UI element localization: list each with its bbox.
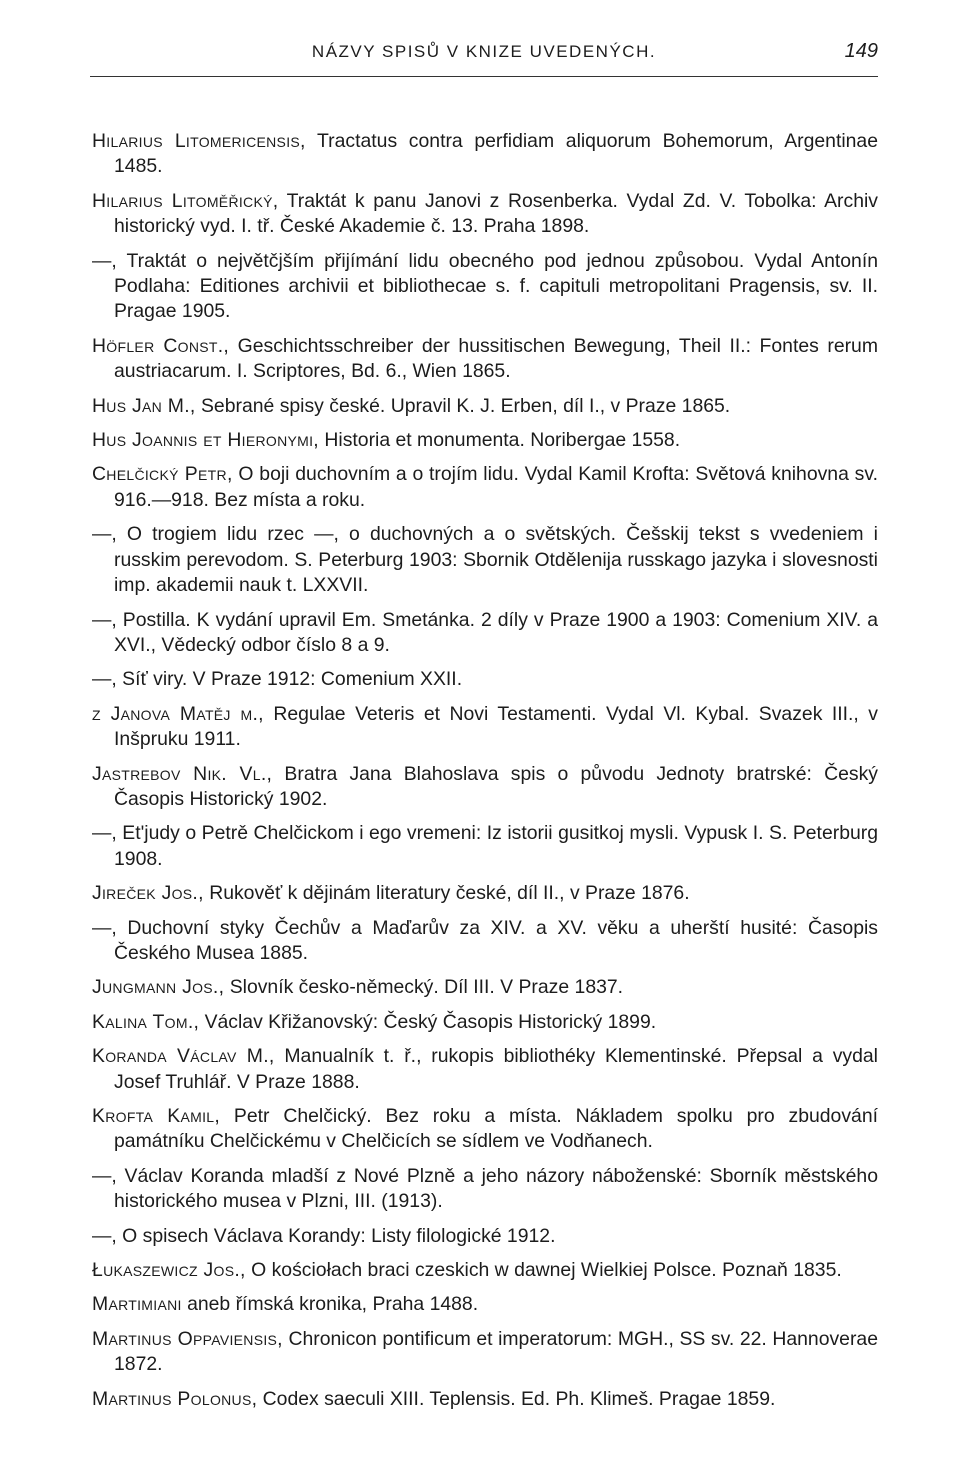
entry-text: Chronicon pontificum et imperatorum: MGH., SS sv. 22. Hannoverae 1872.: [114, 1327, 878, 1376]
entry-author: z Janova Matěj m.,: [92, 702, 264, 725]
running-title: NÁZVY SPISŮ V KNIZE UVEDENÝCH.: [311, 42, 657, 61]
bibliography-entry: [92, 1224, 878, 1249]
entry-author: Hus Jan M.,: [92, 394, 196, 417]
entry-text: —, Václav Koranda mladší z Nové Plzně a jeho názory náboženské: Sborník městského historického musea v Plzni, III. (1913).: [92, 1164, 878, 1213]
entry-text: Rukověť k dějinám literatury české, díl II., v Praze 1876.: [203, 882, 690, 905]
entry-text: Bratra Jana Blahoslava spis o původu Jednoty bratrské: Český Časopis Historický 1902.: [114, 762, 878, 810]
entry-author: Hilarius Litoměřický,: [92, 189, 279, 212]
entry-text: O kościołach braci czeskich w dawnej Wielkiej Polsce. Poznaň 1835.: [245, 1259, 842, 1282]
bibliography-entry: [92, 1010, 878, 1035]
entry-author: Höfler Const.,: [92, 334, 230, 357]
entry-author: Łukaszewicz Jos.,: [92, 1259, 246, 1282]
bibliography-entry: [92, 881, 878, 906]
entry-text: Geschichtsschreiber der hussitischen Bewegung, Theil II.: Fontes rerum austriacarum. I. Scriptores, Bd. 6., Wien 1865.: [114, 334, 878, 383]
bibliography-entry: [92, 522, 878, 598]
bibliography-entry: [92, 916, 878, 967]
entry-text: —, O trogiem lidu rzec —, o duchovných a o světských. Češskij tekst s vvedeniem i russkim perevodom. S. Peterburg 1903: Sbornik Otdělenija russkago jazyka i slovesnosti imp. akademii nauk t. LXXVII.: [92, 523, 878, 597]
bibliography-entry: [92, 428, 878, 453]
entry-text: —, Traktát o největčjším přijímání lidu obecného pod jednou způsobou. Vydal Antonín Podlaha: Editiones archivii et bibliothecae s. f. capituli metropolitani Pragensis, sv. II. Pragae 1905.: [92, 249, 878, 323]
bibliography-entry: [92, 129, 878, 180]
entry-text: —, Postilla. K vydání upravil Em. Smetánka. 2 díly v Praze 1900 a 1903: Comenium XIV. a XVI., Vědecký odbor číslo 8 a 9.: [92, 608, 878, 656]
bibliography-entry: [92, 189, 878, 240]
bibliography-entry: [92, 1292, 878, 1317]
bibliography-entry: [92, 1387, 878, 1412]
bibliography-entry: [92, 702, 878, 753]
entry-text: Manualník t. ř., rukopis bibliothéky Klementinské. Přepsal a vydal Josef Truhlář. V Praze 1888.: [114, 1045, 878, 1093]
entry-author: Hus Joannis et Hieronymi,: [92, 429, 319, 452]
entry-text: Traktát k panu Janovi z Rosenberka. Vydal Zd. V. Tobolka: Archiv historický vyd. I. tř. České Akademie č. 13. Praha 1898.: [114, 189, 878, 238]
entry-text: —, Síť viry. V Praze 1912: Comenium XXII.: [92, 668, 463, 691]
header-rule: [90, 76, 878, 77]
entry-author: Krofta Kamil,: [92, 1105, 221, 1127]
entry-author: Chelčický Petr,: [92, 463, 233, 486]
entry-text: Codex saeculi XIII. Teplensis. Ed. Ph. Klimeš. Pragae 1859.: [257, 1387, 776, 1410]
bibliography-entry: [92, 1104, 878, 1155]
bibliography-entry: [92, 975, 878, 1000]
entry-text: Tractatus contra perfidiam aliquorum Bohemorum, Argentinae 1485.: [114, 130, 878, 178]
entry-author: Hilarius Litomericensis,: [92, 130, 306, 152]
entry-text: —, O spisech Václava Korandy: Listy filologické 1912.: [92, 1224, 556, 1247]
bibliography-entry: [92, 1044, 878, 1095]
entry-author: Martimiani: [92, 1293, 182, 1316]
entry-text: Václav Křižanovský: Český Časopis Historický 1899.: [199, 1010, 657, 1033]
bibliography-entry: [92, 462, 878, 513]
entry-text: O boji duchovním a o trojím lidu. Vydal Kamil Krofta: Světová knihovna sv. 916.—918. Bez místa a roku.: [114, 463, 879, 511]
page-header: [90, 42, 878, 72]
entry-author: Koranda Václav M.,: [92, 1045, 275, 1068]
bibliography-entry: [92, 821, 878, 872]
bibliography-entry: [92, 1327, 878, 1378]
bibliography-entry: [92, 1164, 878, 1215]
entry-text: aneb římská kronika, Praha 1488.: [181, 1293, 479, 1316]
entry-author: Jireček Jos.,: [92, 882, 204, 905]
entry-author: Jungmann Jos.,: [92, 976, 225, 999]
page-number: 149: [844, 40, 878, 62]
bibliography-entry: [92, 1258, 878, 1283]
entry-author: Martinus Oppaviensis,: [92, 1327, 283, 1350]
entry-author: Kalina Tom.,: [92, 1010, 200, 1033]
bibliography-entry: [92, 608, 878, 659]
bibliography-entry: [92, 762, 878, 813]
bibliography-entry: [92, 334, 878, 385]
entry-text: Sebrané spisy české. Upravil K. J. Erben, díl I., v Praze 1865.: [195, 394, 731, 417]
entry-author: Jastrebov Nik. Vl.,: [92, 762, 273, 785]
entry-text: —, Et'judy o Petrě Chelčickom i ego vremeni: Iz istorii gusitkoj mysli. Vypusk I. S. Peterburg 1908.: [92, 822, 878, 870]
entry-text: Historia et monumenta. Noribergae 1558.: [319, 429, 681, 452]
bibliography-list: [92, 129, 878, 1421]
bibliography-entry: [92, 394, 878, 419]
bibliography-entry: [92, 667, 878, 692]
entry-author: Martinus Polonus,: [92, 1387, 258, 1410]
entry-text: Regulae Veteris et Novi Testamenti. Vydal Vl. Kybal. Svazek III., v Inšpruku 1911.: [114, 702, 878, 751]
entry-text: Slovník česko-německý. Díl III. V Praze 1837.: [224, 976, 624, 999]
bibliography-entry: [92, 249, 878, 325]
entry-text: —, Duchovní styky Čechův a Maďarův za XIV. a XV. věku a uherští husité: Časopis Českého Musea 1885.: [92, 916, 878, 964]
entry-text: Petr Chelčický. Bez roku a místa. Nákladem spolku pro zbudování památníku Chelčickému v Chelčicích se sídlem ve Vodňanech.: [114, 1105, 878, 1153]
